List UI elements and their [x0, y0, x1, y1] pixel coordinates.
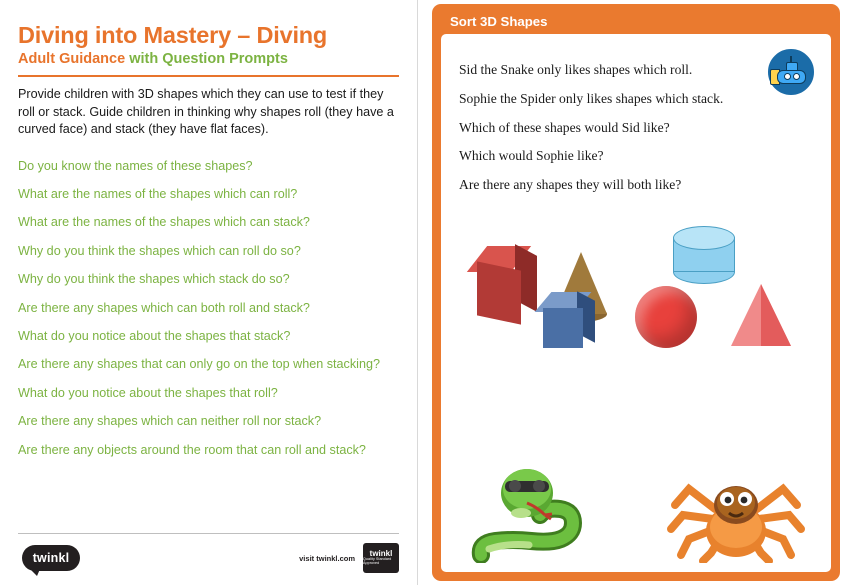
list-item: Are there any shapes they will both like? — [459, 177, 682, 193]
visit-url-text: visit twinkl.com — [299, 554, 355, 563]
submarine-window-icon — [793, 73, 800, 80]
list-item: Are there any shapes which can neither roll nor stack? — [18, 414, 322, 429]
adult-guidance-panel — [0, 0, 418, 585]
guidance-intro-text: Provide children with 3D shapes which they can use to test if they roll or stack. Guide children in thinking why shapes roll (they have a curved face) and stack (they have flat faces). — [18, 87, 394, 137]
list-item: Which would Sophie like? — [459, 148, 604, 164]
sophie-the-spider-illustration — [667, 463, 805, 568]
page-footer — [18, 533, 399, 577]
status-badge — [363, 543, 399, 573]
list-item: What do you notice about the shapes that roll? — [18, 385, 278, 400]
cylinder-top — [673, 226, 735, 250]
list-item: What are the names of the shapes which can stack? — [18, 215, 310, 230]
list-item: Are there any shapes that can only go on the top when stacking? — [18, 357, 380, 372]
list-item: What do you notice about the shapes that stack? — [18, 328, 291, 343]
sphere-shape — [635, 286, 697, 348]
list-item: What are the names of the shapes which can roll? — [18, 186, 298, 201]
list-item: Are there any shapes which can both roll and stack? — [18, 300, 310, 315]
submarine-icon — [765, 46, 817, 98]
question-prompt-list — [18, 152, 399, 464]
title-divider — [18, 75, 399, 77]
spider-icon — [667, 463, 805, 563]
list-item: Are there any objects around the room that can roll and stack? — [18, 442, 366, 457]
shapes-illustration-area — [459, 232, 813, 387]
list-item: Sophie the Spider only likes shapes which stack. — [459, 90, 724, 106]
list-item: Why do you think the shapes which stack do so? — [18, 272, 290, 287]
subtitle-part-1: Adult Guidance — [18, 51, 126, 68]
sid-the-snake-illustration — [471, 451, 603, 568]
subtitle-part-2: with Question Prompts — [129, 51, 288, 68]
submarine-body-icon — [777, 70, 806, 84]
badge-line-1: twinkl — [369, 549, 393, 559]
list-item: Do you know the names of these shapes? — [18, 158, 253, 173]
page-subtitle — [18, 51, 399, 68]
twinkl-logo: twinkl — [22, 545, 80, 571]
card-body — [441, 34, 831, 572]
submarine-window-icon — [784, 73, 791, 80]
pyramid-right-face — [761, 284, 791, 346]
cube-front-face — [543, 308, 583, 348]
footer-divider — [18, 533, 399, 534]
snake-icon — [471, 451, 603, 563]
cuboid-front-face — [477, 261, 521, 324]
list-item: Which of these shapes would Sid like? — [459, 119, 670, 135]
page-title: Diving into Mastery – Diving — [18, 22, 328, 48]
list-item: Sid the Snake only likes shapes which roll. — [459, 62, 693, 77]
list-item: Why do you think the shapes which can roll do so? — [18, 243, 301, 258]
badge-line-2: Quality Standard Approved — [363, 557, 392, 566]
card-title: Sort 3D Shapes — [450, 14, 548, 29]
question-list — [459, 56, 813, 200]
activity-card — [432, 4, 840, 581]
